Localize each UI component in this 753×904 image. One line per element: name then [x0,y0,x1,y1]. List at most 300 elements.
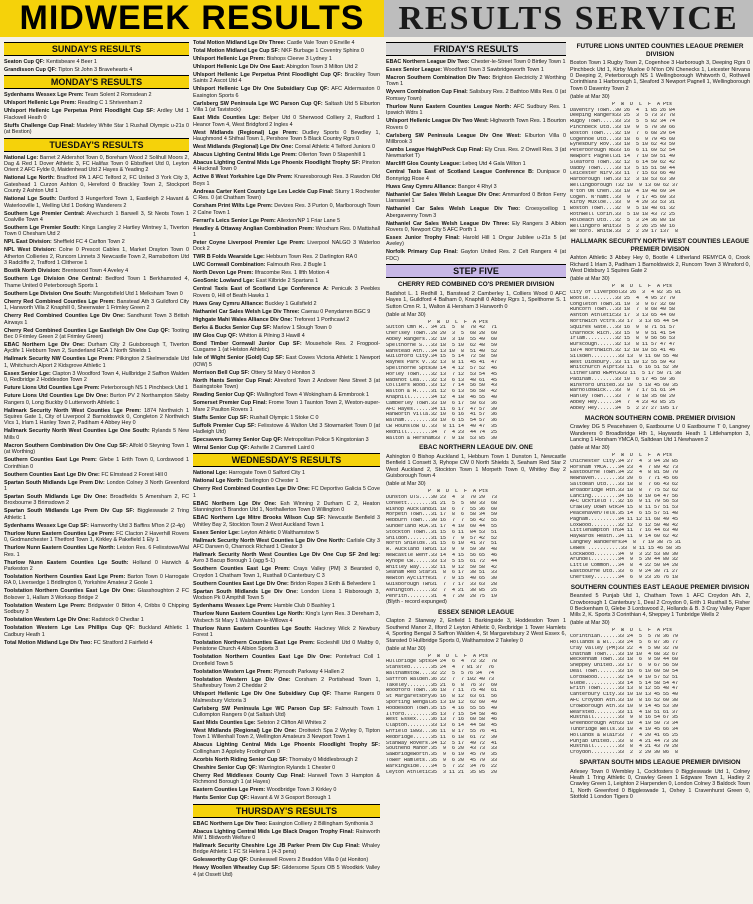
table-row: Ashington......32 7 4 21 38 85 25 [386,587,498,593]
result-entry [193,530,380,536]
result-text: Glebe 1 Erith Town 0, Lordswood 1 Corinthian 0 [4,457,189,470]
competition-name: Somerset Premier Cup Final: [193,400,268,407]
result-text: Highworth Town Res. 1 Bourton Rovers 0 [386,118,566,131]
table-row: Peterborough NS33 16 6 11 69 52 54 [570,148,676,154]
result-entry [193,325,380,331]
day-section-header: FRIDAY'S RESULTS [386,42,566,56]
competition-name: Corsham Print Wilts Lge Prem: [193,203,273,210]
result-text: AFC Aldermaston 0 Easington Sports 6 [193,86,380,99]
result-text: Alvechurch 1 Barwell 3, St Neots Town 1 Coalville Town 4 [4,210,189,224]
table-row: Northwich Vctrs.33 17 3 13 65 44 54 [570,318,679,324]
table-row: Walton & H.....31 12 6 13 56 58 42 [386,389,498,395]
result-entry [4,356,189,369]
result-text: Dudley Sports 0 Bewdley 1, Haughmond 4 Shifnal Town 1, Pershore Town 5 Black Country Rgrs 0 [193,129,380,143]
result-entry [193,720,380,726]
result-text: Plymouth Parkway 4 Hallen 2 [272,668,345,675]
table-row: Takeley........35 21 6 8 76 37 69 [386,682,498,688]
result-entry [193,611,380,624]
result-text: Cornal Athletic 4 Telford Juniors 0 [293,144,375,151]
result-entry [386,147,566,160]
league-results: Ashington 0 Bishop Auckland 1, Hebburn Town 1 Dunston 1, Newcastle Benfield 1 Consett 3, Ryhope CW 0 North Shields 3, Seaham Red Star 2 West Auckland 2, Stockton Town 1 Morpeth Town 0, Whitley Bay 2 Guisborough Town 4 [386,454,566,480]
result-entry [193,270,380,276]
league-title: SPARTAN SOUTH MIDS LEAGUE PREMIER DIVISION [579,758,741,766]
result-entry [193,728,380,741]
result-text: Ammanford 0 Briton Ferry Llansawel 1 [386,191,566,205]
competition-name: Grandisson Cup QF: [4,67,57,73]
results-service-banner [384,0,753,37]
result-entry [4,291,189,297]
result-text: Sheffield FC 4 Carlton Town 2 [51,239,125,246]
result-text: Avro 3 Bacup Borough 1 (agg 5-1) [193,558,276,565]
result-text: Pontefract Coll 1 Dronfield Town 5 [193,654,380,667]
result-entry [193,857,380,863]
result-entry [193,174,380,187]
result-entry [4,617,189,623]
result-entry [193,787,380,793]
table-row: Loxwood.........32 12 6 12 50 48 42 [570,522,679,528]
league-title: SOUTHERN COUNTIES EAST LEAGUE PREMIER DIVISION [570,583,750,591]
result-entry [193,552,380,565]
result-entry [193,437,380,443]
competition-name: Uhlsport Hellenic League Div Two West: [386,118,489,125]
result-text: Tooting Bec 0 Frimley Green 2 (at Frimley Green) [4,327,189,340]
competition-name: Cherry Red Combined Counties Lge Prem: [4,298,116,305]
table-row: Congleton Town.31 19 3 9 67 32 60 [570,301,676,307]
result-text: East Kilbride 2 Spartans 1 [254,278,319,285]
league-title: ESSEX SENIOR LEAGUE [438,608,514,616]
table-row: Chatham Town....33 19 10 4 68 32 67 [570,651,679,657]
result-text: Whaley Bridge Athletic 1 FC St Helens 1 (4-3 pens) [193,843,380,856]
competition-name: Macron Southern Combination Div Two: [386,75,491,81]
competition-name: Southern Counties East Lge Div One: [193,580,289,587]
results-service-title: RESULTS SERVICE [398,0,739,37]
result-entry [193,301,380,307]
result-text: Bridon Ropes 3 Erith & Belvedere 1 [288,580,376,587]
competition-name: Uhlsport Hellenic Lge Div One East: [193,64,285,70]
day-section-header: STEP FIVE [386,264,566,278]
table-row: Oadby Town.....33 13 5 15 51 50 44 [570,165,676,171]
result-entry [193,515,380,528]
result-text: Ashville 2 Cammell Laird 0 [249,444,315,451]
result-entry [193,589,380,602]
competition-name: Carlsberg SW Peninsula Lge WC Parson Cup SF: [193,705,332,712]
table-row: Cogenhoe Utd...33 18 6 9 79 45 60 [570,136,676,142]
table-row: Kirby Muxloe...33 9 4 20 33 53 31 [570,200,676,206]
competition-name: Uhlsport Hellenic Lge Perpetua Print Floodlight Cup SF: [4,108,155,115]
result-text: Leyton Athletic 0 Walthamstow 5 [239,529,319,536]
competition-name: EBAC Northern Lge Div One: [4,341,85,348]
table-row: Bishop Auckland31 18 6 7 55 36 60 [386,506,498,512]
competition-name: East Mids Counties Lge: [193,720,256,726]
competition-name: Nathaniel Car Sales Welsh Lge Div Three: [193,308,300,315]
result-text: Havant & W 3 Gosport Borough 1 [249,795,331,802]
table-row: Stansted.......35 24 4 7 81 37 76 [386,665,495,671]
competition-name: Uhlsport Hellenic Lge Div One Subsidiary Cup QF: [193,86,330,93]
table-row: Raynes Park V..32 13 8 11 45 41 47 [386,360,498,366]
result-text: Crays Valley (PM) 3 Bearsted 0, Croydon 1 Chatham Town 1, Rusthall 0 Canterbury C 3 [193,566,380,579]
table-row: Hanley Town....33 7 8 18 35 68 29 [570,394,676,400]
table-row: Lockwood........34 9 3 22 53 80 30 [570,551,679,557]
result-text: Holland 0 Harwich & Parkeston 2 [4,559,189,572]
competition-name: Toolstation Western Lge Prem: [4,602,86,609]
table-row: Littlehampton Tn34 11 7 16 44 63 40 [570,528,679,534]
table-row: Hebburn Town...30 16 7 7 56 42 55 [386,518,498,524]
result-entry [193,160,380,173]
table-row: Hoddesdon Town.35 15 4 16 55 55 49 [386,705,498,711]
result-text: Pinxton 4 Hucknall Town 0 [193,160,380,173]
competition-name: Southern Counties East Lge Prem: [4,457,97,464]
result-text: NKF Burbage 1 Coventry Sphinx 0 [279,48,364,54]
result-entry [4,472,189,478]
result-text: Bradford PA 1 AFC Telford 2, FC United 3 York City 3, Gateshead 1 Curzon Ashton 0, Hereford 0 Brackley Town 2, Stockport County 2 Ashton Utd 1 [4,175,189,195]
table-row: Glebe...........33 14 5 14 58 54 47 [570,680,679,686]
competition-name: Hallmark Security NW Counties Lge Prem: [4,356,115,363]
table-row: City of Liverpool33 26 3 4 82 35 81 [570,289,682,295]
competition-name: Total Motion Midland Lge Div Two: [4,639,93,646]
result-text: Pilkington 2 Skelmersdale Utd 1, Whitchurch Alport 2 Kidsgrove Athletic 1 [4,356,189,369]
result-text: Hamworthy Utd 3 Baffins M'ton 2 (2-4p) [88,522,185,529]
result-entry [193,843,380,856]
result-entry [4,523,189,529]
league-title: HALLMARK SECURITY NORTH WEST COUNTIES LEAGUE PREMIER DIVISION [570,238,750,253]
result-entry [4,640,189,646]
result-text: Burton PV 2 Northampton Sileby Rangers 0, Long Buckby 0 Lutterworth Athletic 1 [4,393,189,406]
competition-name: Bond Timber Cornwall Junior Cup SF: [193,340,302,347]
competition-name: Cherry Red Middlesex County Cup Final: [193,772,305,779]
result-entry [193,278,380,284]
table-row: Sleaford Town..32 12 6 14 59 62 42 [570,159,676,165]
result-text: London Lions 1 Risborough 3, Wodson Pk 0 Ampthill Town 5 [193,588,380,602]
result-entry [4,59,189,65]
competition-name: National Lge: [4,154,39,161]
league-results: Arlesey Town 0 Wembley 1, Cockfosters 0 Biggleswade Utd 1, Colney Heath 1 Tring Athletic 0, Crawley Green 1 Edgware Town 1, Hadley 2 Crawley Green 1, Leighton 2 Harpenden 0, London Colney 3 Baldock Town 1, North Greenford 0 Biggleswade 1, Oxhey 1 Cravenhurst Green 0, Stotfold 1 London Tigers 0 [570,768,750,801]
competition-name: TWR B Folds Wearside Lge: [193,254,265,261]
result-text: Devizes Res. 3 Purton 0, Marlborough Town 2 Calne Town 1 [193,203,380,216]
result-text: Corsham 2 Portishead Town 1, Shaftesbury Town 2 Cheddar 2 [193,676,380,690]
result-entry [4,211,189,224]
table-row: Guildford City.34 15 5 14 72 58 50 [386,354,498,360]
result-entry [386,59,566,65]
competition-name: Nathaniel Car Sales Welsh League Div Two: [386,206,521,213]
result-entry [193,40,380,46]
competition-name: Cheshire Senior Cup QF: [193,764,258,771]
result-text: Penicuik 3 Peebles Rovers 0, Hill of Beath Hawks 1 [193,286,380,299]
table-note: (Blyth - record expunged) [386,599,447,606]
result-text: Marlow 1 Slough Town 0 [271,324,332,331]
competition-name: Staffs Senior Cup SF: [193,414,249,421]
table-row: Wellingborough T32 10 9 13 60 62 37 [570,182,679,188]
table-row: Abbey Hey......34 5 2 27 27 105 17 [570,405,679,411]
table-header-row: P W D L F A Pts [570,453,673,459]
competition-name: Headley & Ottaway Anglian Combination Prem: [193,225,315,232]
competition-name: West Midlands (Regional) Lge Div One: [193,144,294,151]
competition-name: Golesworthy Cup QF: [193,857,249,864]
table-row: Punjab United...33 8 4 21 44 73 28 [570,738,679,744]
table-row: AFC Uckfield T..32 16 9 11 79 56 53 [570,499,679,505]
competition-name: Specsavers Surrey Senior Cup QF: [193,436,283,443]
result-entry [386,235,566,248]
result-text: Easington Colliery 2 Billingham Synthonia 3 [267,820,373,827]
result-text: Esh Winning 2 Durham C 2, Heaton Stannington 5 Brandon Utd 1, Northallerton Town 0 Willington 0 [193,500,380,514]
result-text: Sandhurst Town 3 British Airways 1 [4,313,189,326]
competition-name: Peter Coyne Liverpool Premier Lge Prem: [193,240,305,247]
result-entry [4,276,189,289]
table-row: Sunderland RCA.31 17 4 10 60 44 55 [386,524,498,530]
competition-name: Toolstation Western Lge Prem: [193,668,273,675]
table-row: Tunbridge Wells.33 10 4 19 45 66 34 [570,726,679,732]
table-row: Abbey Rangers..32 19 3 10 55 49 60 [386,337,498,343]
table-date: (table at Mar 30) [386,481,426,488]
table-row: Whitley Bay....32 11 9 12 50 58 42 [386,564,498,570]
result-text: Ely Crus. Res. 2 Orwell Res. 3 (at Newmarket T) [386,147,566,160]
table-row: Corinthian......33 24 5 5 78 36 79 [570,634,679,640]
competition-name: Huws Gray Cymru Alliance: [386,183,457,190]
table-row: Haywards Heath..34 11 9 14 60 62 42 [570,534,679,540]
competition-name: Uhlsport Hellenic Lge Prem: [4,100,77,107]
competition-name: Uhlsport Hellenic Lge Div One Subsidiary Cup QF: [193,691,332,698]
competition-name: Acorbis North Riding Senior Cup SF: [193,756,288,763]
competition-name: Sydenhams Wessex Lge Cup SF: [4,522,89,529]
result-text: Bangor 4 Rhyl 3 [456,183,497,190]
result-entry [193,415,380,421]
result-entry [4,299,189,312]
result-entry [4,393,189,406]
table-row: Ilford.........35 13 7 15 54 58 46 [386,711,498,717]
result-text: Chester-le-Street Town 0 Birtley Town 1 [469,59,566,65]
result-entry [4,545,189,558]
result-text: Falmouth Town 1 Cullompton Rangers 0 (at Saltash Utd) [193,705,380,718]
result-entry [193,64,380,70]
result-text: Gildersome Spurs OB 5 Woodkirk Valley 4 (at Ossett Utd) [193,865,380,878]
table-date: (table at Mar 30) [570,276,610,283]
result-text: Allexton/NP 1 Friar Lane 5 [275,217,341,224]
competition-name: Spartan South Midlands Lge Prem Div: [4,479,105,486]
result-entry [193,691,380,704]
result-text: Gayton United Res. 2 Celt Rangers 4 (at FDC) [386,249,566,262]
result-text: Peterborough NS 1 Pinchbeck Utd 1 [99,385,188,392]
table-row: Hullbridge Spts34 24 6 4 72 32 78 [386,659,498,665]
table-row: Leyton Athletic35 3 11 21 35 85 20 [386,769,498,775]
table-row: Newport Pagnell31 14 7 10 59 51 49 [570,153,676,159]
result-entry [193,757,380,763]
table-row: Sawbridgeworth.35 9 6 19 45 79 35 [386,752,498,758]
competition-name: Berks & Bucks Senior Cup SF: [193,324,272,331]
table-row: Stockton Town..31 15 6 11 84 53 51 [386,529,498,535]
result-entry [193,478,380,484]
result-entry [193,130,380,143]
table-row: Hanworth Villa.32 10 6 16 41 57 36 [386,412,498,418]
result-text: Harold Hill 1 Ongar Jubilee u-21s 5 (at Aveley) [386,235,566,248]
competition-name: North Devon Lge Prem: [193,270,254,277]
result-entry [4,196,189,209]
table-row: Saltdean Utd....33 18 8 7 66 43 62 [570,482,679,488]
table-row: Crowborough Ath.33 10 9 14 45 53 39 [570,703,679,709]
result-text: Bishops Cleeve 3 Lydney 1 [265,56,332,62]
table-row: Sheppey United..33 17 6 9 67 56 59 [570,663,679,669]
competition-name: Bostik North Division: [4,268,61,275]
result-text: Leiston Res. 6 Felixstowe/Wal Res. 1 [4,545,189,558]
result-text: 1874 Northwich 1 Squires Gate 1, City of Liverpool 2 Barnoldswick 0, Congleton 2 Northwich Vics 1, Irlam 1 Hanley Town 2, Padiham 4 Abbey Hey 0 [4,407,189,427]
competition-name: EBAC Northern League Div Two: [386,59,470,65]
competition-name: Total Motion Midland Lge Div Three: [193,40,286,46]
result-entry [193,309,380,315]
result-text: Brackley Town Saints 2 Ascot Utd 4 [193,72,380,85]
competition-name: Thurlow Nunn Eastern Counties Lge South: [4,559,129,566]
competition-name: Heavy Woollen Wheatley Cup SF: [193,865,280,872]
table-row: Bearsted........33 11 4 18 51 61 37 [570,709,679,715]
competition-name: Hants Senior Cup QF: [193,795,250,802]
result-entry [193,254,380,260]
result-text: Wallingford Town 4 Wokingham & Emmbrook 1 [255,392,370,399]
result-entry [193,370,380,376]
table-row: Newcastle Benf.33 14 4 15 56 65 46 [386,553,498,558]
table-row: Rusthall........33 9 8 16 54 67 35 [570,715,679,721]
table-row: Broadbridge Hth.33 18 8 7 75 52 62 [570,487,679,493]
competition-name: Marcliff Glos County League: [386,161,461,168]
result-text: Liverpool NALGO 3 Waterloo Dock 2 [193,240,380,253]
competition-name: Hallmark Security North West Counties Lge Div One North: [193,537,345,544]
day-section-header: WEDNESDAY'S RESULTS [193,453,380,467]
result-text: Durham City 2 Guisborough T, Tiverton Ayclife 1 Hebburn Town 2, Sunderland RCA 1 North Shields 1 [4,341,189,355]
table-row: N'ton ON Chen..33 10 4 19 48 69 34 [570,188,676,194]
competition-name: Thurlow Nunn Eastern Counties Lge North: [4,545,116,552]
result-entry [193,566,380,579]
competition-name: Sydenhams Wessex Lge Prem: [4,92,84,99]
result-entry [193,603,380,609]
table-date: (table at Mar 30) [570,445,610,452]
result-entry [386,169,566,182]
table-row: Chichester City.34 27 4 3 94 28 85 [570,458,679,464]
result-text: Alresford Town 2 Andover New Street 3 (at Basingstoke Town) [193,377,380,391]
result-entry [193,773,380,786]
table-header-row: P W D L F A Pts [386,489,489,495]
result-text: Salisbury Res. 2 Bathtoo Mills Res. 0 (at Romsey Town) [386,89,566,102]
result-text: Harrogate Town 0 Salford City 1 [227,470,305,477]
result-entry [193,654,380,667]
competition-name: Carlsberg SW Peninsula League Div One West: [386,132,522,139]
table-row: Rothwell Corin.33 5 10 18 43 72 25 [570,211,676,217]
competition-name: Morrison Bell Cup SF: [193,369,250,376]
result-text: Dunipace 0 Bonnyrigg Rose 4 [386,169,566,182]
table-row: West Didsbury..33 11 10 12 55 59 43 [570,359,676,365]
table-row: Ashton Athletic33 17 3 13 65 44 60 [570,313,676,319]
competition-name: Abacus Lighting Central Mids Lge Black Dragon Trophy Final: [193,828,354,835]
result-entry [193,341,380,354]
competition-name: Active 8 West Yorkshire Lge Div Prem: [193,174,293,181]
competition-name: Cambs League Haigh/Peck Cup Final: [386,147,484,154]
table-header-row: P W D L F A Pts [386,653,489,659]
result-entry [4,342,189,355]
result-text: AFC Sudbury Res. 1 Ipswich Wdrs 1 [386,103,566,117]
result-entry [193,333,380,339]
competition-name: Uhlsport Hellenic Lge Perpetua Print Floodlight Cup QF: [193,72,343,78]
result-entry [4,175,189,194]
competition-name: Nathaniel Car Sales Welsh League Div Three: [386,220,510,227]
competition-name: North Hants Senior Cup Final: [193,377,273,384]
competition-name: Central Taxis East of Scotland Lge Conference A: [193,286,329,293]
table-header-row: P W D L F A Pts [570,284,673,290]
competition-name: Reading Senior Cup QF: [193,392,256,399]
result-entry [193,640,380,653]
result-text: Tipton St John 3 Bravehearts 4 [56,67,133,73]
table-date: (table at Mar 30) [386,645,426,652]
competition-name: Central Taxis East of Scotland League Conference B: [386,169,534,176]
result-text: Barnet 2 Aldershot Town 0, Boreham Wood 2 Solihull Moors 2, Dag & Red 1 Dover Athletic 3, FC Halifax Town 0 Ebbsfleet Utd 0, Leyton Orient 2 AFC Fylde 0, Maidenhead Utd 2 Hayes & Yeading 2 [4,154,189,174]
table-row: Eastbourne Town.34 22 4 8 81 50 70 [570,470,679,476]
competition-name: Highgate Mahi Wales Alliance Div One: [193,316,293,323]
result-entry [4,457,189,470]
table-row: Boston Town....32 9 5 18 48 61 32 [570,206,676,212]
competition-name: Thurlow Nunn Eastern Counties Lge North: [193,611,305,618]
result-text: Whitton & Pilning 3 Hawill 4 [237,332,305,339]
result-entry [4,67,189,73]
competition-name: Cherry Red Combined Counties Lge Div One: [193,486,310,493]
result-entry [4,588,189,601]
result-text: Bedford Town 1 Berkhamsted 4, Thame United 0 Peterborough Sports 1 [4,276,189,289]
result-entry [193,581,380,587]
result-text: Knaresborough Res. 3 Rawdon Old Boys 1 [193,174,380,187]
table-row: Langney Wanderers34 8 7 19 38 75 31 [570,540,682,546]
result-text: Belper Utd 0 Sherwood Colliery 2, Radford 1 Heanor Town 4, West Bridgford 2 Ingles 4 [193,115,380,128]
result-text: Collingham 3 Appleby Frodingham 0 [193,748,280,755]
result-text: Caerau 0 Penydarren BGC 9 [299,308,371,315]
result-text: Abingdon Town 3 Milton Utd 2 [284,64,358,70]
league-results: Bearsted 5 Punjab Utd 1, Chatham Town 1 AFC Croydon Ath. 2, Crowborough 1 Canterbury 1, Deal 2 Croydon 0, Erith 1 Rusthall 5, Fisher 0 Beckenham 0, Glebe 3 Lordswood 2, Hollands & B. 3 Cray Valley Paper Mills 2, K. Sports 3 Corinthian 4, Sheppey 1 Tunbridge Wells 2 [570,593,750,619]
competition-name: Spartan South Midlands Lge Div One: [4,493,108,500]
result-entry [193,355,380,368]
competition-name: West Midlands (Regional) Lge Prem: [193,129,298,136]
competition-name: Cherry Red Combined Counties Lge Eastleigh Div One Cup QF: [4,327,170,334]
result-entry [193,765,380,771]
table-row: Penrith........31 4 7 20 28 75 19 [386,593,498,599]
result-text: Droitwich Spa 2 Wyrley 0, Tipton Town 1 Willenhall Town 2, Wellington Amateurs 3 Newport Town 1 [193,728,380,741]
league-results: Boston Town 1 Rugby Town 2, Cogenhoe 3 Harborough 3, Deeping Rgrs 0 Pinchbeck Utd 1, Kirby Muxloe 0 N'ton ON Chenecks 1, Leicester Nirvana 0 Deeping 2, Peterborough NS 1 Wellingborough Whitworth 0, Rothwell Corinthians 1 Harborough 1, Sleaford 3 Newport Pagnell 1, Wellingborough Town 0 Daventry Town 2 [570,60,750,92]
table-row: Litherland REMYCA33 11 5 17 50 71 38 [570,371,682,377]
competition-name: NPL East Division: [4,239,52,246]
table-row: Irlam..........32 15 8 9 56 56 53 [570,336,676,342]
competition-name: Southern Lge Division One Central: [4,276,103,283]
column-4 [570,40,750,902]
result-text: Eccleshill Utd 0 Maltby 0, Penistone Church 4 Albion Sports 3 [193,639,380,653]
table-row: Banstead Ath...34 13 10 8 51 40 52 [386,348,498,354]
result-text: Rylands 5 New Mills 0 [4,428,189,441]
competition-name: Nathaniel Car Sales Welsh League Div One: [386,191,501,198]
table-row: Eastbourne Utd..33 6 9 24 30 71 27 [570,569,679,575]
result-text: Radstock 0 Chedtar 1 [90,617,144,624]
competition-name: Hallmark Security Cheshire Lge JB Parker Prem Div Cup Final: [193,843,360,850]
day-section-header: SUNDAY'S RESULTS [4,42,189,56]
table-row: Canterbury City.33 10 10 13 45 55 40 [570,692,679,698]
competition-name: East Mids Counties Lge: [193,115,261,122]
result-text: Castle Vale Town 0 Enville 4 [285,40,355,46]
table-row: Consett........31 21 5 5 80 33 68 [386,500,498,506]
result-entry [193,400,380,413]
table-row: Sporting Bengal35 13 10 12 62 60 49 [386,699,498,705]
table-row: Holbeach Utd...32 5 3 24 36 80 18 [570,217,676,223]
result-entry [193,115,380,128]
midweek-results-title: MIDWEEK RESULTS [19,0,365,37]
table-row: Lancing.........34 16 8 10 64 47 56 [570,493,679,499]
result-entry [193,669,380,675]
table-row: CB Hounslow U..33 8 11 14 40 47 35 [386,424,498,430]
competition-name: Abacus Lighting Central Mids Lge Phoenix Floodlight Trophy SF: [193,742,380,749]
table-row: Ryhope CW......33 13 5 15 61 72 44 [386,558,498,564]
result-entry [193,423,380,436]
competition-name: Hallmark Security North West Counties Lge Prem: [4,407,142,414]
table-row: West Essex.....36 13 7 16 60 58 46 [386,717,498,723]
competition-name: Future Lions Utd Counties Lge Div One: [4,393,109,400]
result-entry [4,328,189,341]
